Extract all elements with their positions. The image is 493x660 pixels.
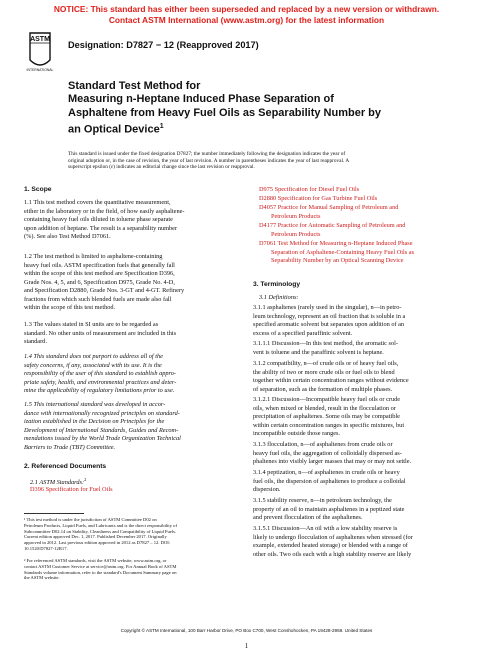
paragraph-1-5: 1.5 This international standard was developed in accor- dance with internationally recognized principles on standard- ization established in the Decision on Principles for the Development of International Standards, Guides and Recom- mendations issued by the World Trade Organization Technical Barriers to Trade (TBT) Committee. xyxy=(24,401,181,451)
note-line: superscript epsilon (ε) indicates an editorial change since the last revision or reapproval. xyxy=(68,164,255,170)
ref-link-d7061[interactable]: D7061 Test Method for Measuring n-Heptane Induced Phase Separation of Asphaltene-Containing Heavy Fuel Oils as Separability Number by an Optical Scanning Device xyxy=(259,240,415,264)
paragraph-3-1-1: 3.1.1 asphaltenes (rarely used in the singular), n—in petro- leum technology, represent an oil fraction that is soluble in a specified aromatic solvent but separates upon addition of an excess of a specified paraffinic solvent. xyxy=(253,304,406,337)
ref-link-d396[interactable]: D396 Specification for Fuel Oils xyxy=(30,486,113,493)
paragraph-1-3: 1.3 The values stated in SI units are to be regarded as standard. No other units of measurement are included in this standard. xyxy=(24,321,177,345)
paragraph-3-1-5: 3.1.5 stability reserve, n—in petroleum technology, the property of an oil to maintain asphaltenes in a peptized state and prevent flocculation of the asphaltenes. xyxy=(253,497,405,521)
paragraph-3-1-3: 3.1.3 flocculation, n—of asphaltenes from crude oils or heavy fuel oils, the aggregation of colloidally dispersed as- phaltenes into visibly larger masses that may or may not settle. xyxy=(253,441,412,465)
section-heading-referenced-documents: 2. Referenced Documents xyxy=(24,463,107,470)
footnote-divider xyxy=(24,513,84,514)
paragraph-3-1-2: 3.1.2 compatibility, n—of crude oils or of heavy fuel oils, the ability of two or more crude oils or fuel oils to blend together within certain concentration ranges without evidence of separation, such as the formation of multiple phases. xyxy=(253,360,409,393)
ref-link-d975[interactable]: D975 Specification for Diesel Fuel Oils xyxy=(259,186,360,193)
title-line: an Optical Device xyxy=(68,123,160,136)
paragraph-3-1-5-1: 3.1.5.1 Discussion—An oil with a low stability reserve is likely to undergo flocculation of asphaltenes when stressed (for example, extended heated storage) or blended with a range of other oils. Two oils each with a high stability reserve are likely xyxy=(253,525,413,558)
footnote-2: ² For referenced ASTM standards, visit the ASTM website, www.astm.org, or contact ASTM Customer Service at service@astm.org. For Annual Book of ASTM Standards volume information, refer to the standard's Document Summary page on the ASTM website. xyxy=(24,558,177,581)
copyright-footer: Copyright © ASTM International, 100 Barr Harbor Drive, PO Box C700, West Conshohocken, PA 19428-2959. United States xyxy=(120,628,373,633)
title-line: Standard Test Method for xyxy=(68,80,201,92)
logo-subtext: INTERNATIONAL xyxy=(26,68,54,72)
paragraph-3-1-4: 3.1.4 peptization, n—of asphaltenes in crude oils or heavy fuel oils, the dispersion of asphaltenes to produce a colloidal dispersion. xyxy=(253,469,406,493)
footnote-1: ¹ This test method is under the jurisdiction of ASTM Committee D02 on Petroleum Products, Liquid Fuels, and Lubricants and is the direct responsibility of Subcommittee D02.14 on Stability, Cleanliness and Compatibility of Liquid Fuels. Current edition approved Dec. 1, 2017. Published December 2017. Originally approved in 2012. Last previous edition approved in 2012 as D7827 – 12. DOI: 10.1520/D7827-12R17. xyxy=(24,517,177,551)
ref-link-d4057[interactable]: D4057 Practice for Manual Sampling of Petroleum and Petroleum Products xyxy=(259,204,399,220)
paragraph-1-1: 1.1 This test method covers the quantitative measurement, either in the laboratory or in the field, of how easily asphaltene- containing heavy fuel oils diluted in toluene phase separate upon addition of heptane. The result is a separability number (%). See also Test Method D7061. xyxy=(24,199,185,240)
ref-link-d2880[interactable]: D2880 Specification for Gas Turbine Fuel Oils xyxy=(259,195,378,202)
designation: Designation: D7827 − 12 (Reapproved 2017) xyxy=(68,40,259,50)
paragraph-1-2: 1.2 The test method is limited to asphaltene-containing heavy fuel oils. ASTM specification fuels that generally fall within the scope of this test method are Specification D396, Grade Nos. 4, 5, and 6, Specification D975, Grade No. 4-D, and Specification D2880, Grade Nos. 3-GT and 4-GT. Refinery fractions from which such blended fuels are made also fall within the scope of this test method. xyxy=(24,253,185,311)
title-footnote-mark: 1 xyxy=(159,123,164,131)
designation-note xyxy=(68,151,436,171)
logo-text: ASTM xyxy=(30,36,50,43)
astm-standards-label: 2.1 ASTM Standards:$^2$ xyxy=(30,477,87,487)
document-title xyxy=(68,80,448,137)
ref-link-d4177[interactable]: D4177 Practice for Automatic Sampling of Petroleum and Petroleum Products xyxy=(259,222,406,238)
paragraph-3-1: 3.1 Definitions: xyxy=(259,294,299,301)
notice-line-2: Contact ASTM International (www.astm.org) for the latest information xyxy=(108,14,385,25)
astm-logo xyxy=(24,30,56,74)
withdrawal-notice xyxy=(0,4,493,25)
paragraph-3-1-1-1: 3.1.1.1 Discussion—In this test method, the aromatic sol- vent is toluene and the paraffinic solvent is heptane. xyxy=(253,340,398,356)
section-heading-terminology: 3. Terminology xyxy=(253,281,301,288)
note-line: This standard is issued under the fixed designation D7827; the number immediately following the designation indicates the year of xyxy=(68,151,346,157)
note-line: original adoption or, in the case of revision, the year of last revision. A number in parentheses indicates the year of last reapproval. A xyxy=(68,157,350,164)
paragraph-1-4: 1.4 This standard does not purport to address all of the safety concerns, if any, associated with its use. It is the responsibility of the user of this standard to establish appro- priate safety, health, and environmental practices and deter- mine the applicability of regulatory limitations prior to use. xyxy=(24,353,177,394)
paragraph-3-1-2-1: 3.1.2.1 Discussion—Incompatible heavy fuel oils or crude oils, when mixed or blended, result in the flocculation or precipitation of asphaltenes. Some oils may be compatible within certain concentration ranges in specific mixtures, but incompatible outside those ranges. xyxy=(253,396,405,437)
page-number: 1 xyxy=(244,642,249,650)
title-line: Measuring n-Heptane Induced Phase Separation of xyxy=(68,93,334,106)
notice-line-1: NOTICE: This standard has either been superseded and replaced by a new version or withdrawn. xyxy=(53,4,440,14)
title-line: Asphaltene from Heavy Fuel Oils as Separability Number by xyxy=(68,106,381,119)
section-heading-scope: 1. Scope xyxy=(24,186,52,193)
